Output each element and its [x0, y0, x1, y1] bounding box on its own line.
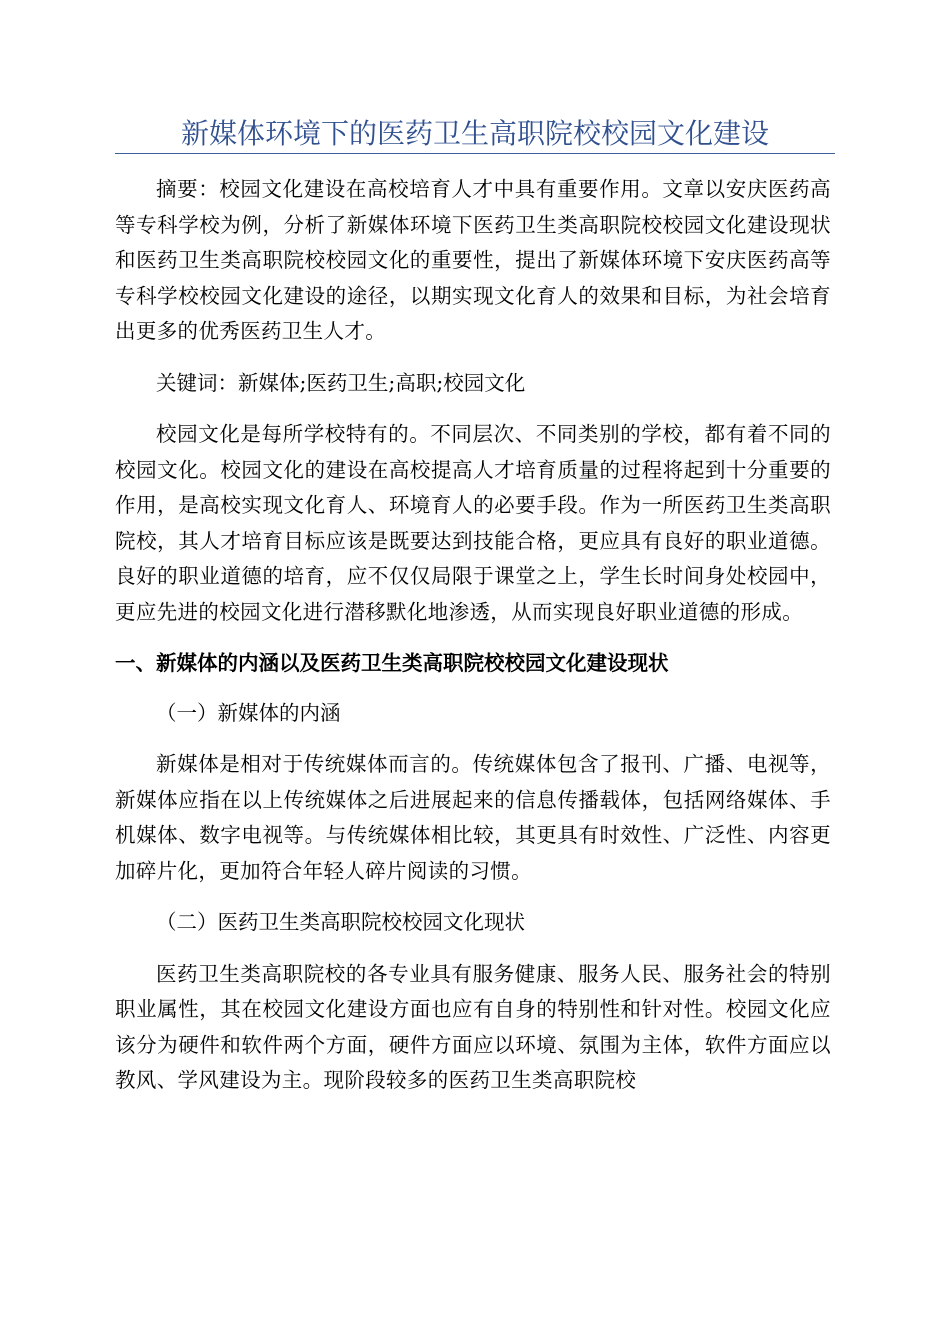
document-body [115, 172, 831, 1115]
section-1-heading: 一、新媒体的内涵以及医药卫生类高职院校校园文化建设现状 [115, 651, 669, 675]
intro-paragraph: 校园文化是每所学校特有的。不同层次、不同类别的学校，都有着不同的校园文化。校园文化的建设在高校提高人才培育质量的过程将起到十分重要的作用，是高校实现文化育人、环境育人的必要手段。作为一所医药卫生类高职院校，其人才培育目标应该是既要达到技能合格，更应具有良好的职业道德。良好的职业道德的培育，应不仅仅局限于课堂之上，学生长时间身处校园中，更应先进的校园文化进行潜移默化地渗透，从而实现良好职业道德的形成。 [115, 422, 831, 624]
subsection-1-paragraph: 新媒体是相对于传统媒体而言的。传统媒体包含了报刊、广播、电视等，新媒体应指在以上传统媒体之后进展起来的信息传播载体，包括网络媒体、手机媒体、数字电视等。与传统媒体相比较，其更具有时效性、广泛性、内容更加碎片化，更加符合年轻人碎片阅读的习惯。 [115, 752, 831, 883]
abstract-paragraph: 摘要：校园文化建设在高校培育人才中具有重要作用。文章以安庆医药高等专科学校为例，分析了新媒体环境下医药卫生类高职院校校园文化建设现状和医药卫生类高职院校校园文化的重要性，提出了新媒体环境下安庆医药高等专科学校校园文化建设的途径，以期实现文化育人的效果和目标，为社会培育出更多的优秀医药卫生人才。 [115, 177, 831, 343]
document-title: 新媒体环境下的医药卫生高职院校校园文化建设 [180, 117, 769, 150]
title-underline [115, 153, 835, 154]
subsection-1-heading: （一）新媒体的内涵 [156, 700, 341, 725]
subsection-2-heading: （二）医药卫生类高职院校校园文化现状 [156, 910, 525, 934]
subsection-2-paragraph: 医药卫生类高职院校的各专业具有服务健康、服务人民、服务社会的特别职业属性，其在校园文化建设方面也应有自身的特别性和针对性。校园文化应该分为硬件和软件两个方面，硬件方面应以环境、氛围为主体，软件方面应以教风、学风建设为主。现阶段较多的医药卫生类高职院校 [115, 961, 831, 1092]
keywords-line: 关键词：新媒体;医药卫生;高职;校园文化 [156, 370, 526, 395]
